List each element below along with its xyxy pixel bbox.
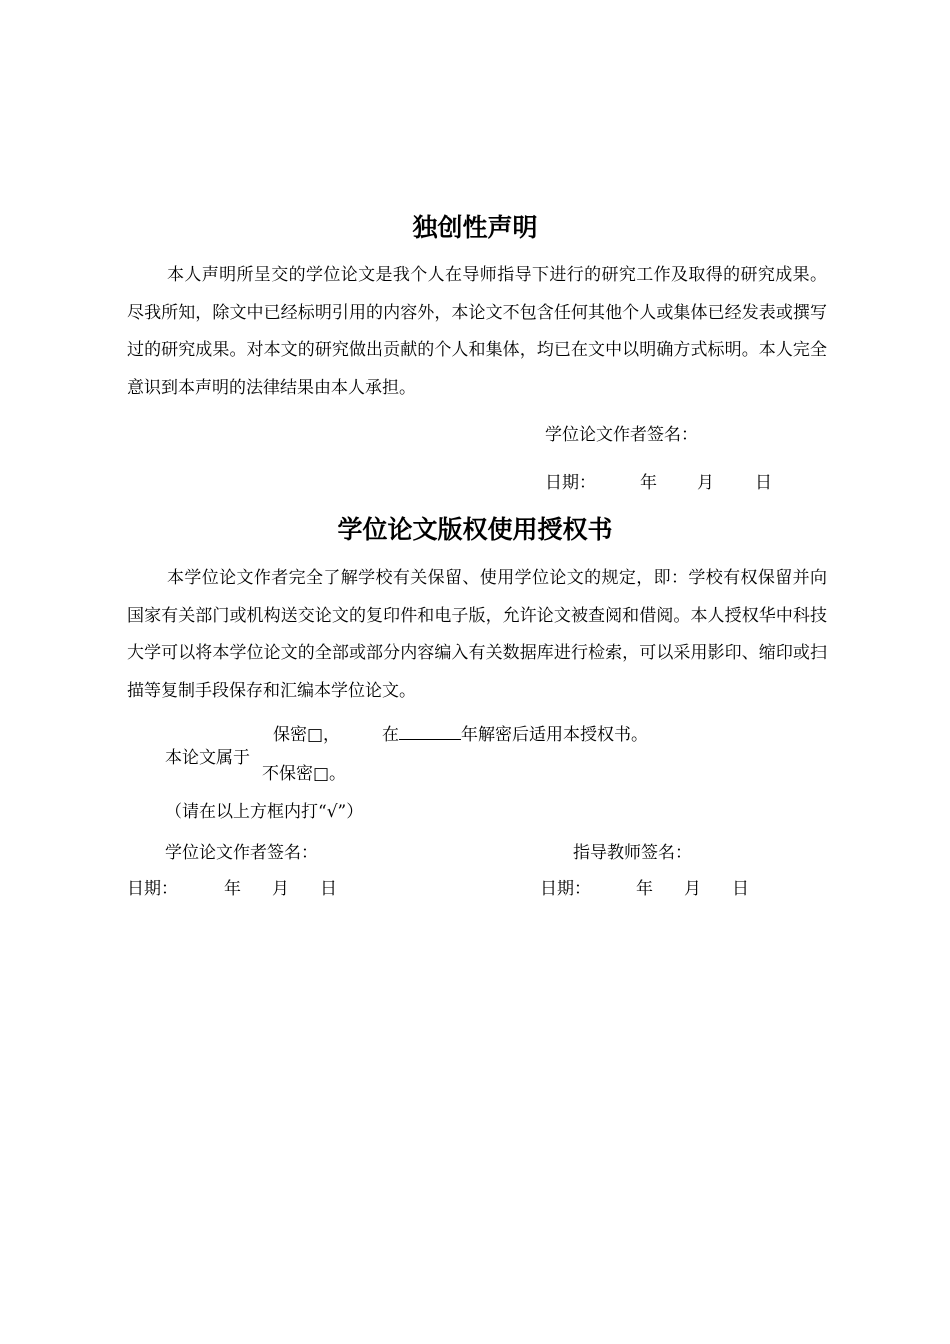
advisor-signature-label: 指导教师签名： [573,843,692,863]
not-secret-option: 不保密□。 [262,764,347,784]
checkbox-note: （请在以上方框内打“√”） [165,802,364,822]
authorization-body: 本学位论文作者完全了解学校有关保留、使用学位论文的规定，即：学校有权保留并向国家有关部门或机构送交论文的复印件和电子版，允许论文被查阅和借阅。本人授权华中科技大学可以将本学位论文的全部或部分内容编入有关数据库进行检索，可以采用影印、缩印或扫描等复制手段保存和汇编本学位论文。 [127,568,827,701]
decrypt-clause [382,720,648,745]
author-signature-label: 学位论文作者签名： [165,843,318,863]
secret-option: 保密□， [273,725,341,745]
declaration-signature-label: 学位论文作者签名： [545,425,698,445]
advisor-date-label: 日期： [540,879,591,899]
advisor-day-label: 日 [732,879,749,899]
declaration-month-label: 月 [697,473,714,493]
author-year-label: 年 [224,879,241,899]
after-label: 年解密后适用本授权书。 [461,725,648,745]
declaration-title: 独创性声明 [412,213,538,242]
declaration-date-label: 日期： [545,473,596,493]
declaration-body: 本人声明所呈交的学位论文是我个人在导师指导下进行的研究工作及取得的研究成果。尽我所知，除文中已经标明引用的内容外，本论文不包含任何其他个人或集体已经发表或撰写过的研究成果。对本文的研究做出贡献的个人和集体，均已在文中以明确方式标明。本人完全意识到本声明的法律结果由本人承担。 [127,265,827,398]
author-month-label: 月 [272,879,289,899]
declaration-day-label: 日 [755,473,772,493]
belongs-label: 本论文属于 [165,748,250,768]
year-blank [399,725,461,740]
declaration-year-label: 年 [640,473,657,493]
authorization-title: 学位论文版权使用授权书 [337,515,613,544]
author-date-label: 日期： [127,879,178,899]
author-day-label: 日 [320,879,337,899]
advisor-year-label: 年 [636,879,653,899]
advisor-month-label: 月 [684,879,701,899]
in-label: 在 [382,725,399,745]
